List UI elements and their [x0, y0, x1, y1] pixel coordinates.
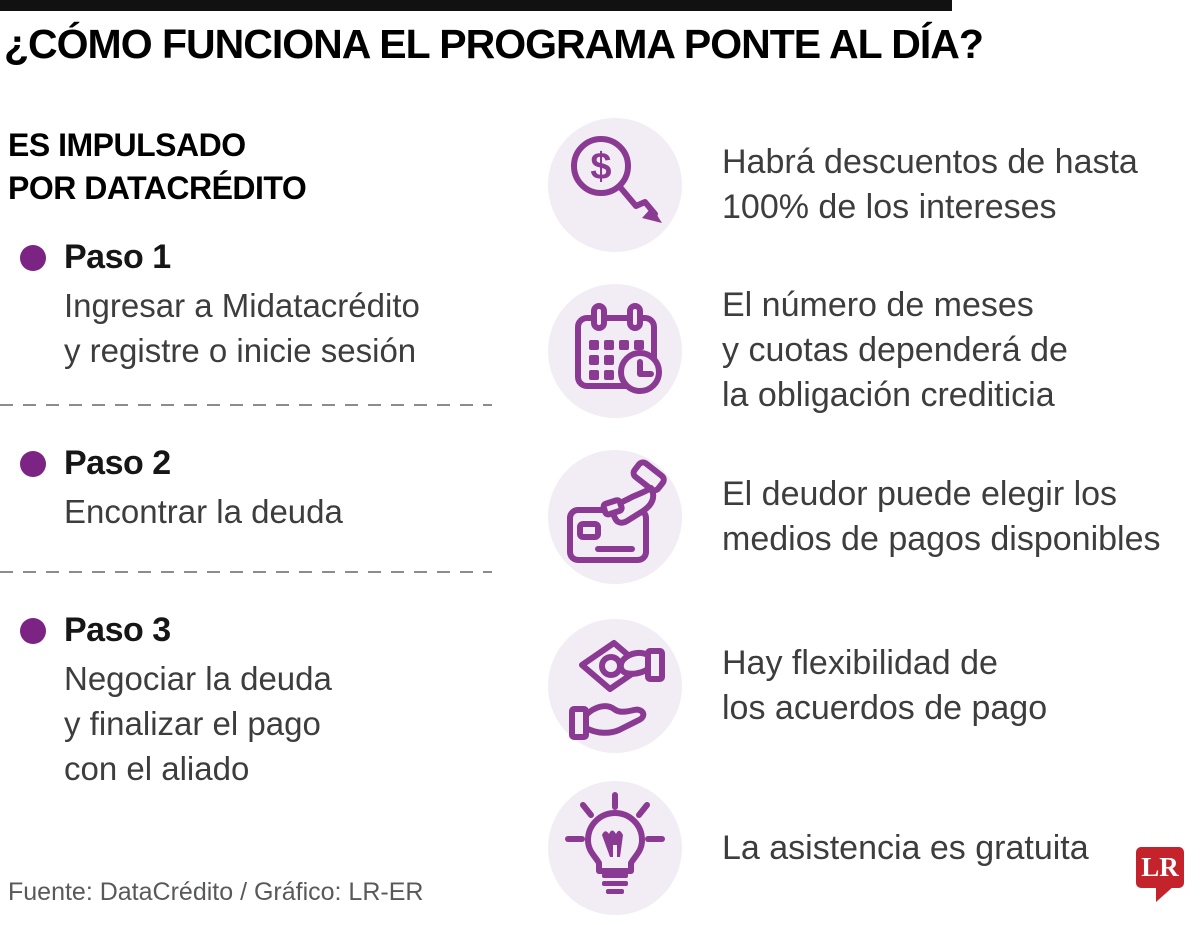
- benefit-text: [722, 826, 1089, 871]
- step-description: [64, 656, 490, 791]
- benefit-text: [722, 641, 1047, 731]
- benefit-text-line: y cuotas dependerá de: [722, 331, 1068, 369]
- benefit-row-payment-methods: [548, 450, 1161, 584]
- step-description-line: y registre o inicie sesión: [64, 332, 417, 369]
- benefit-text-line: medios de pagos disponibles: [722, 520, 1161, 558]
- benefit-text-line: Habrá descuentos de hasta: [722, 143, 1138, 181]
- step-description-line: Encontrar la deuda: [64, 493, 343, 530]
- discount-dollar-icon: [548, 118, 682, 252]
- step-label: Paso 3: [64, 611, 171, 649]
- lr-logo-tail: [1156, 886, 1174, 902]
- step-description: [64, 489, 490, 534]
- benefit-text-line: los acuerdos de pago: [722, 689, 1048, 727]
- calendar-clock-icon: [548, 284, 682, 418]
- source-credit: Fuente: DataCrédito / Gráfico: LR-ER: [8, 878, 424, 906]
- step-bullet-icon: [20, 451, 46, 477]
- top-black-bar: [0, 0, 952, 11]
- benefit-text-line: la obligación crediticia: [722, 376, 1055, 414]
- dashed-divider: [0, 571, 492, 573]
- left-heading-line2: POR DATACRÉDITO: [8, 170, 307, 206]
- lr-logo-box: [1136, 847, 1184, 888]
- page-title: ¿CÓMO FUNCIONA EL PROGRAMA PONTE AL DÍA?: [4, 21, 983, 67]
- benefit-row-term: [548, 283, 1068, 418]
- left-column-heading: [8, 124, 306, 210]
- benefit-row-flexibility: [548, 619, 1047, 753]
- step-paso-2: [20, 444, 490, 534]
- step-label: Paso 1: [64, 238, 171, 276]
- benefit-text: [722, 140, 1138, 230]
- step-description-line: con el aliado: [64, 750, 250, 787]
- step-paso-1: [20, 238, 490, 373]
- step-description: [64, 283, 490, 373]
- step-description-line: y finalizar el pago: [64, 705, 321, 742]
- benefit-text-line: La asistencia es gratuita: [722, 828, 1089, 867]
- benefit-row-free-assistance: [548, 781, 1089, 915]
- benefit-row-discount: [548, 118, 1138, 252]
- left-heading-line1: ES IMPULSADO: [8, 127, 246, 163]
- lr-logo-text: LR: [1141, 852, 1179, 882]
- step-description-line: Negociar la deuda: [64, 660, 332, 697]
- benefit-text: [722, 472, 1161, 562]
- benefit-text-line: 100% de los intereses: [722, 188, 1057, 226]
- lr-logo: [1136, 847, 1186, 905]
- lightbulb-icon: [548, 781, 682, 915]
- svg-text:$: $: [590, 146, 612, 188]
- step-paso-3: [20, 611, 490, 791]
- benefit-text-line: El deudor puede elegir los: [722, 475, 1118, 513]
- dashed-divider: [0, 404, 492, 406]
- benefit-text-line: Hay flexibilidad de: [722, 644, 998, 682]
- money-hand-icon: [548, 619, 682, 753]
- benefit-text: [722, 283, 1068, 418]
- card-payment-icon: [548, 450, 682, 584]
- step-label: Paso 2: [64, 444, 171, 482]
- step-bullet-icon: [20, 245, 46, 271]
- step-bullet-icon: [20, 618, 46, 644]
- benefit-text-line: El número de meses: [722, 286, 1034, 324]
- step-description-line: Ingresar a Midatacrédito: [64, 287, 420, 324]
